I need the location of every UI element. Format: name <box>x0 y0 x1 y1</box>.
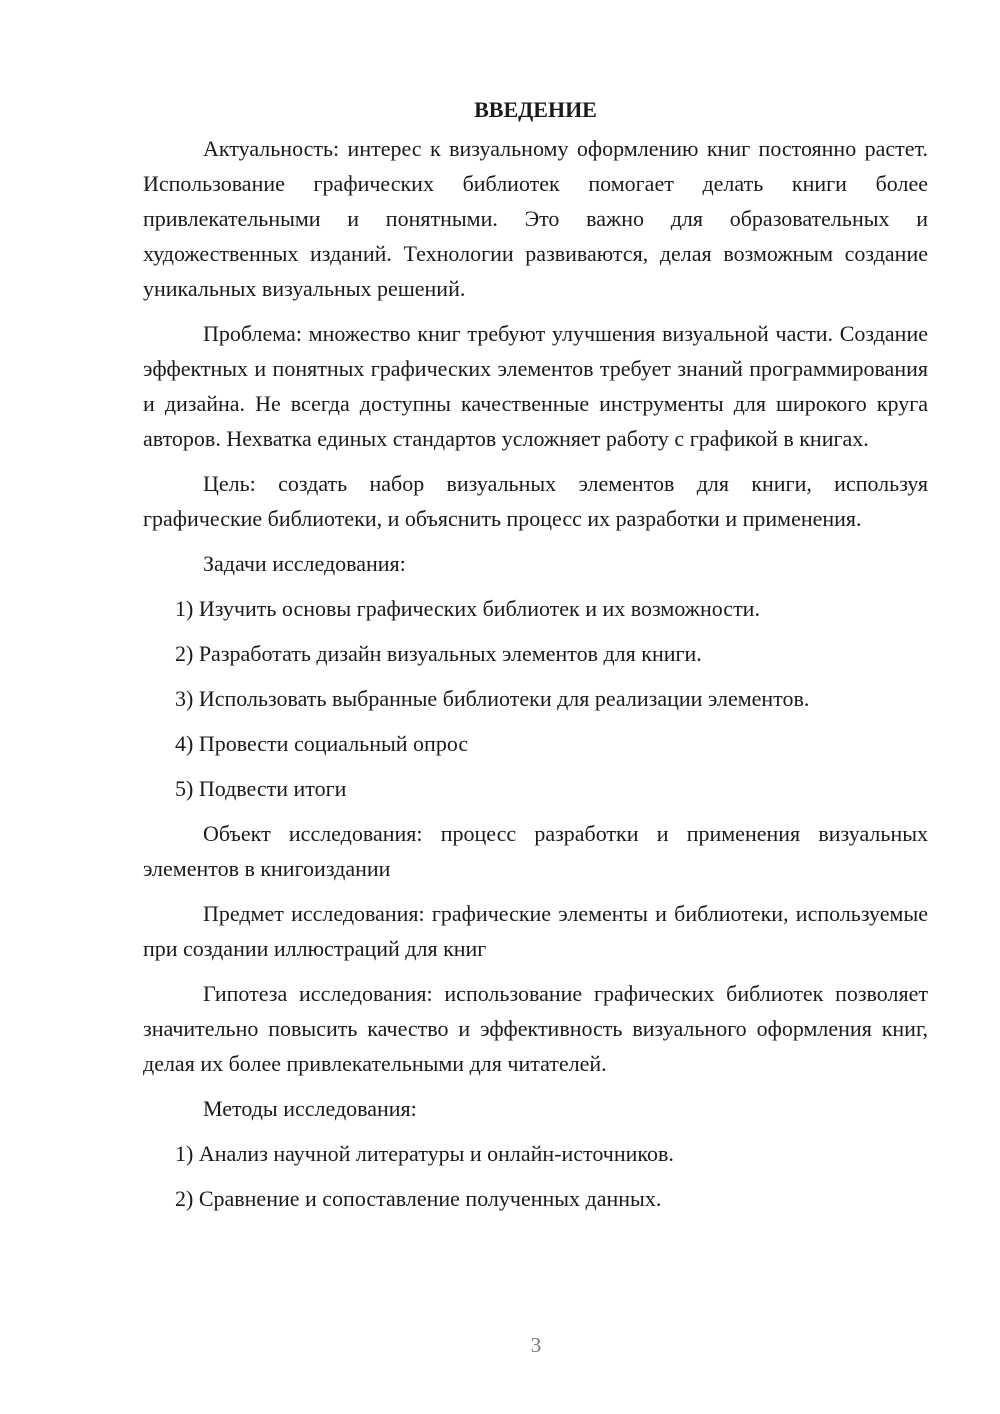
document-page <box>143 92 928 1226</box>
method-item: 2) Сравнение и сопоставление полученных данных. <box>175 1186 662 1211</box>
goal-paragraph: Цель: создать набор визуальных элементов для книги, используя графические библиотеки, и объяснить процесс их разработки и применения. <box>143 471 928 531</box>
task-item: 1) Изучить основы графических библиотек и их возможности. <box>175 596 760 621</box>
task-item: 5) Подвести итоги <box>175 776 347 801</box>
method-item: 1) Анализ научной литературы и онлайн-источников. <box>175 1141 674 1166</box>
problem-paragraph: Проблема: множество книг требуют улучшения визуальной части. Создание эффектных и понятных графических элементов требует знаний программирования и дизайна. Не всегда доступны качественные инструменты для широкого круга авторов. Нехватка единых стандартов усложняет работу с графикой в книгах. <box>143 321 928 451</box>
hypothesis-paragraph: Гипотеза исследования: использование графических библиотек позволяет значительно повысить качество и эффективность визуального оформления книг, делая их более привлекательными для читателей. <box>143 981 928 1076</box>
task-item: 3) Использовать выбранные библиотеки для реализации элементов. <box>175 686 810 711</box>
tasks-heading: Задачи исследования: <box>203 551 406 576</box>
methods-heading: Методы исследования: <box>203 1096 417 1121</box>
task-item: 2) Разработать дизайн визуальных элементов для книги. <box>175 641 702 666</box>
object-paragraph: Объект исследования: процесс разработки и применения визуальных элементов в книгоиздании <box>143 821 928 881</box>
subject-paragraph: Предмет исследования: графические элементы и библиотеки, используемые при создании иллюстраций для книг <box>143 901 928 961</box>
relevance-paragraph: Актуальность: интерес к визуальному оформлению книг постоянно растет. Использование графических библиотек помогает делать книги более привлекательными и понятными. Это важно для образовательных и художественных изданий. Технологии развиваются, делая возможным создание уникальных визуальных решений. <box>143 136 928 301</box>
page-number: 3 <box>530 1333 542 1357</box>
section-title: ВВЕДЕНИЕ <box>474 97 597 122</box>
task-item: 4) Провести социальный опрос <box>175 731 469 756</box>
